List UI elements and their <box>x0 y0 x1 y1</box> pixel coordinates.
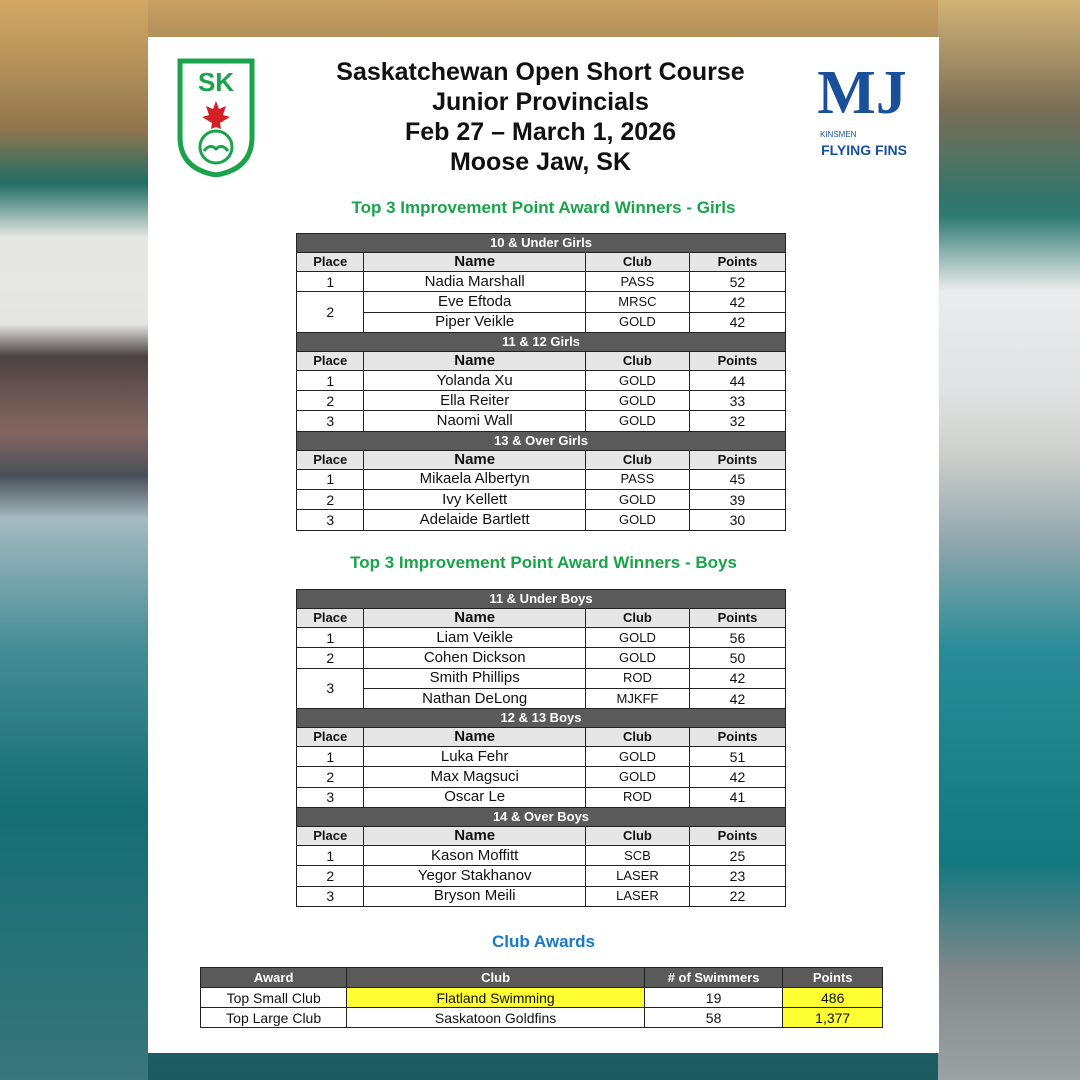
name-cell: Max Magsuci <box>364 767 585 787</box>
header-club: Club <box>585 609 689 628</box>
place-cell: 1 <box>297 628 364 648</box>
place-cell: 1 <box>297 846 364 866</box>
col-swimmers: # of Swimmers <box>644 968 783 988</box>
title-line-2: Junior Provincials <box>432 88 649 116</box>
header-place: Place <box>297 253 364 272</box>
table-row <box>201 988 883 1008</box>
place-cell: 2 <box>297 866 364 886</box>
sk-logo-text: SK <box>197 67 235 97</box>
table-row <box>201 1008 883 1028</box>
header-club: Club <box>585 253 689 272</box>
points-cell: 30 <box>689 510 785 530</box>
table-row <box>297 886 786 906</box>
name-cell: Yegor Stakhanov <box>364 866 585 886</box>
place-cell: 1 <box>297 469 364 489</box>
name-cell: Bryson Meili <box>364 886 585 906</box>
header-place: Place <box>297 827 364 846</box>
header-place: Place <box>297 728 364 747</box>
name-cell: Eve Eftoda <box>364 292 585 312</box>
points-cell: 42 <box>689 767 785 787</box>
award-cell: Top Large Club <box>201 1008 347 1028</box>
mj-logo-text: MJ <box>817 59 907 127</box>
boys-heading: Top 3 Improvement Point Award Winners - Boys <box>350 553 737 572</box>
header-name: Name <box>364 728 585 747</box>
place-cell: 2 <box>297 391 364 411</box>
points-cell: 56 <box>689 628 785 648</box>
points-cell: 39 <box>689 490 785 510</box>
table-row <box>297 767 786 787</box>
age-group-row <box>297 590 786 609</box>
sk-logo-icon <box>176 57 256 177</box>
table-row <box>297 510 786 530</box>
name-cell: Kason Moffitt <box>364 846 585 866</box>
name-cell: Ella Reiter <box>364 391 585 411</box>
results-card <box>148 37 939 1053</box>
age-group-row <box>297 332 786 351</box>
club-cell: GOLD <box>585 391 689 411</box>
col-points: Points <box>783 968 883 988</box>
name-cell: Yolanda Xu <box>364 370 585 390</box>
club-cell: PASS <box>585 272 689 292</box>
club-cell: GOLD <box>585 648 689 668</box>
col-award: Award <box>201 968 347 988</box>
age-group-row <box>297 431 786 450</box>
table-row <box>297 411 786 431</box>
header-points: Points <box>689 253 785 272</box>
place-cell: 3 <box>297 886 364 906</box>
swimmers-cell: 58 <box>644 1008 783 1028</box>
club-cell: MRSC <box>585 292 689 312</box>
place-cell: 3 <box>297 787 364 807</box>
table-row <box>297 846 786 866</box>
table-row <box>297 628 786 648</box>
title-line-1: Saskatchewan Open Short Course <box>336 58 745 86</box>
club-cell: Saskatoon Goldfins <box>347 1008 645 1028</box>
club-cell: GOLD <box>585 312 689 332</box>
header-club: Club <box>585 351 689 370</box>
age-group-title: 14 & Over Boys <box>297 808 786 827</box>
club-cell: GOLD <box>585 747 689 767</box>
points-cell: 33 <box>689 391 785 411</box>
name-cell: Nathan DeLong <box>364 688 585 708</box>
table-row <box>297 292 786 312</box>
points-cell: 42 <box>689 292 785 312</box>
place-cell: 1 <box>297 370 364 390</box>
table-row <box>297 688 786 708</box>
name-cell: Liam Veikle <box>364 628 585 648</box>
age-group-title: 13 & Over Girls <box>297 431 786 450</box>
club-cell: GOLD <box>585 490 689 510</box>
club-cell: GOLD <box>585 510 689 530</box>
header-club: Club <box>585 450 689 469</box>
title-line-3: Feb 27 – March 1, 2026 <box>405 118 676 146</box>
points-cell: 52 <box>689 272 785 292</box>
name-cell: Adelaide Bartlett <box>364 510 585 530</box>
header-name: Name <box>364 351 585 370</box>
pool-photo-left <box>0 0 148 1080</box>
table-row <box>297 866 786 886</box>
table-row <box>297 668 786 688</box>
header-place: Place <box>297 450 364 469</box>
col-club: Club <box>347 968 645 988</box>
age-group-row <box>297 709 786 728</box>
points-cell: 44 <box>689 370 785 390</box>
girls-table <box>296 233 786 531</box>
points-cell: 25 <box>689 846 785 866</box>
header-name: Name <box>364 827 585 846</box>
club-cell: Flatland Swimming <box>347 988 645 1008</box>
name-cell: Luka Fehr <box>364 747 585 767</box>
name-cell: Cohen Dickson <box>364 648 585 668</box>
club-cell: LASER <box>585 866 689 886</box>
points-cell: 50 <box>689 648 785 668</box>
column-header-row <box>297 450 786 469</box>
name-cell: Naomi Wall <box>364 411 585 431</box>
name-cell: Oscar Le <box>364 787 585 807</box>
header-points: Points <box>689 450 785 469</box>
table-row <box>297 787 786 807</box>
swimmers-cell: 19 <box>644 988 783 1008</box>
club-cell: ROD <box>585 787 689 807</box>
age-group-row <box>297 234 786 253</box>
name-cell: Mikaela Albertyn <box>364 469 585 489</box>
age-group-row <box>297 808 786 827</box>
place-cell: 2 <box>297 490 364 510</box>
points-cell: 22 <box>689 886 785 906</box>
club-cell: MJKFF <box>585 688 689 708</box>
column-header-row <box>297 609 786 628</box>
age-group-title: 11 & 12 Girls <box>297 332 786 351</box>
header-name: Name <box>364 609 585 628</box>
table-row <box>297 370 786 390</box>
points-cell: 51 <box>689 747 785 767</box>
table-row <box>297 490 786 510</box>
points-cell: 42 <box>689 688 785 708</box>
age-group-title: 12 & 13 Boys <box>297 709 786 728</box>
club-awards-table <box>200 967 883 1028</box>
header-points: Points <box>689 728 785 747</box>
points-cell: 32 <box>689 411 785 431</box>
mj-logo-flying-fins: FLYING FINS <box>821 142 907 158</box>
points-cell: 1,377 <box>783 1008 883 1028</box>
column-header-row <box>297 728 786 747</box>
title-line-4: Moose Jaw, SK <box>449 148 632 176</box>
points-cell: 23 <box>689 866 785 886</box>
header-name: Name <box>364 450 585 469</box>
table-row <box>297 391 786 411</box>
name-cell: Nadia Marshall <box>364 272 585 292</box>
place-cell: 1 <box>297 272 364 292</box>
age-group-title: 11 & Under Boys <box>297 590 786 609</box>
header-points: Points <box>689 609 785 628</box>
place-cell: 3 <box>297 411 364 431</box>
page-title <box>268 57 813 177</box>
place-cell: 1 <box>297 747 364 767</box>
name-cell: Ivy Kellett <box>364 490 585 510</box>
name-cell: Smith Phillips <box>364 668 585 688</box>
header-place: Place <box>297 351 364 370</box>
mj-logo-kinsmen: KINSMEN <box>820 130 857 139</box>
header-place: Place <box>297 609 364 628</box>
age-group-title: 10 & Under Girls <box>297 234 786 253</box>
name-cell: Piper Veikle <box>364 312 585 332</box>
table-row <box>297 747 786 767</box>
club-cell: SCB <box>585 846 689 866</box>
table-row <box>297 312 786 332</box>
girls-heading: Top 3 Improvement Point Award Winners - Girls <box>351 198 736 217</box>
column-header-row <box>297 351 786 370</box>
points-cell: 42 <box>689 312 785 332</box>
header-club: Club <box>585 728 689 747</box>
table-row <box>297 469 786 489</box>
place-cell: 2 <box>297 292 364 333</box>
header-club: Club <box>585 827 689 846</box>
header-points: Points <box>689 827 785 846</box>
pool-photo-right <box>938 0 1080 1080</box>
flying-fins-logo-icon <box>816 57 912 161</box>
award-cell: Top Small Club <box>201 988 347 1008</box>
club-cell: GOLD <box>585 411 689 431</box>
table-row <box>297 648 786 668</box>
column-header-row <box>297 827 786 846</box>
place-cell: 3 <box>297 510 364 530</box>
club-cell: PASS <box>585 469 689 489</box>
club-cell: GOLD <box>585 628 689 648</box>
club-awards-header-row <box>201 968 883 988</box>
club-cell: ROD <box>585 668 689 688</box>
points-cell: 486 <box>783 988 883 1008</box>
place-cell: 2 <box>297 767 364 787</box>
header-points: Points <box>689 351 785 370</box>
column-header-row <box>297 253 786 272</box>
club-cell: GOLD <box>585 767 689 787</box>
club-cell: LASER <box>585 886 689 906</box>
place-cell: 3 <box>297 668 364 709</box>
boys-table <box>296 589 786 907</box>
header-name: Name <box>364 253 585 272</box>
points-cell: 45 <box>689 469 785 489</box>
points-cell: 41 <box>689 787 785 807</box>
place-cell: 2 <box>297 648 364 668</box>
club-cell: GOLD <box>585 370 689 390</box>
points-cell: 42 <box>689 668 785 688</box>
club-awards-heading: Club Awards <box>492 932 595 951</box>
table-row <box>297 272 786 292</box>
